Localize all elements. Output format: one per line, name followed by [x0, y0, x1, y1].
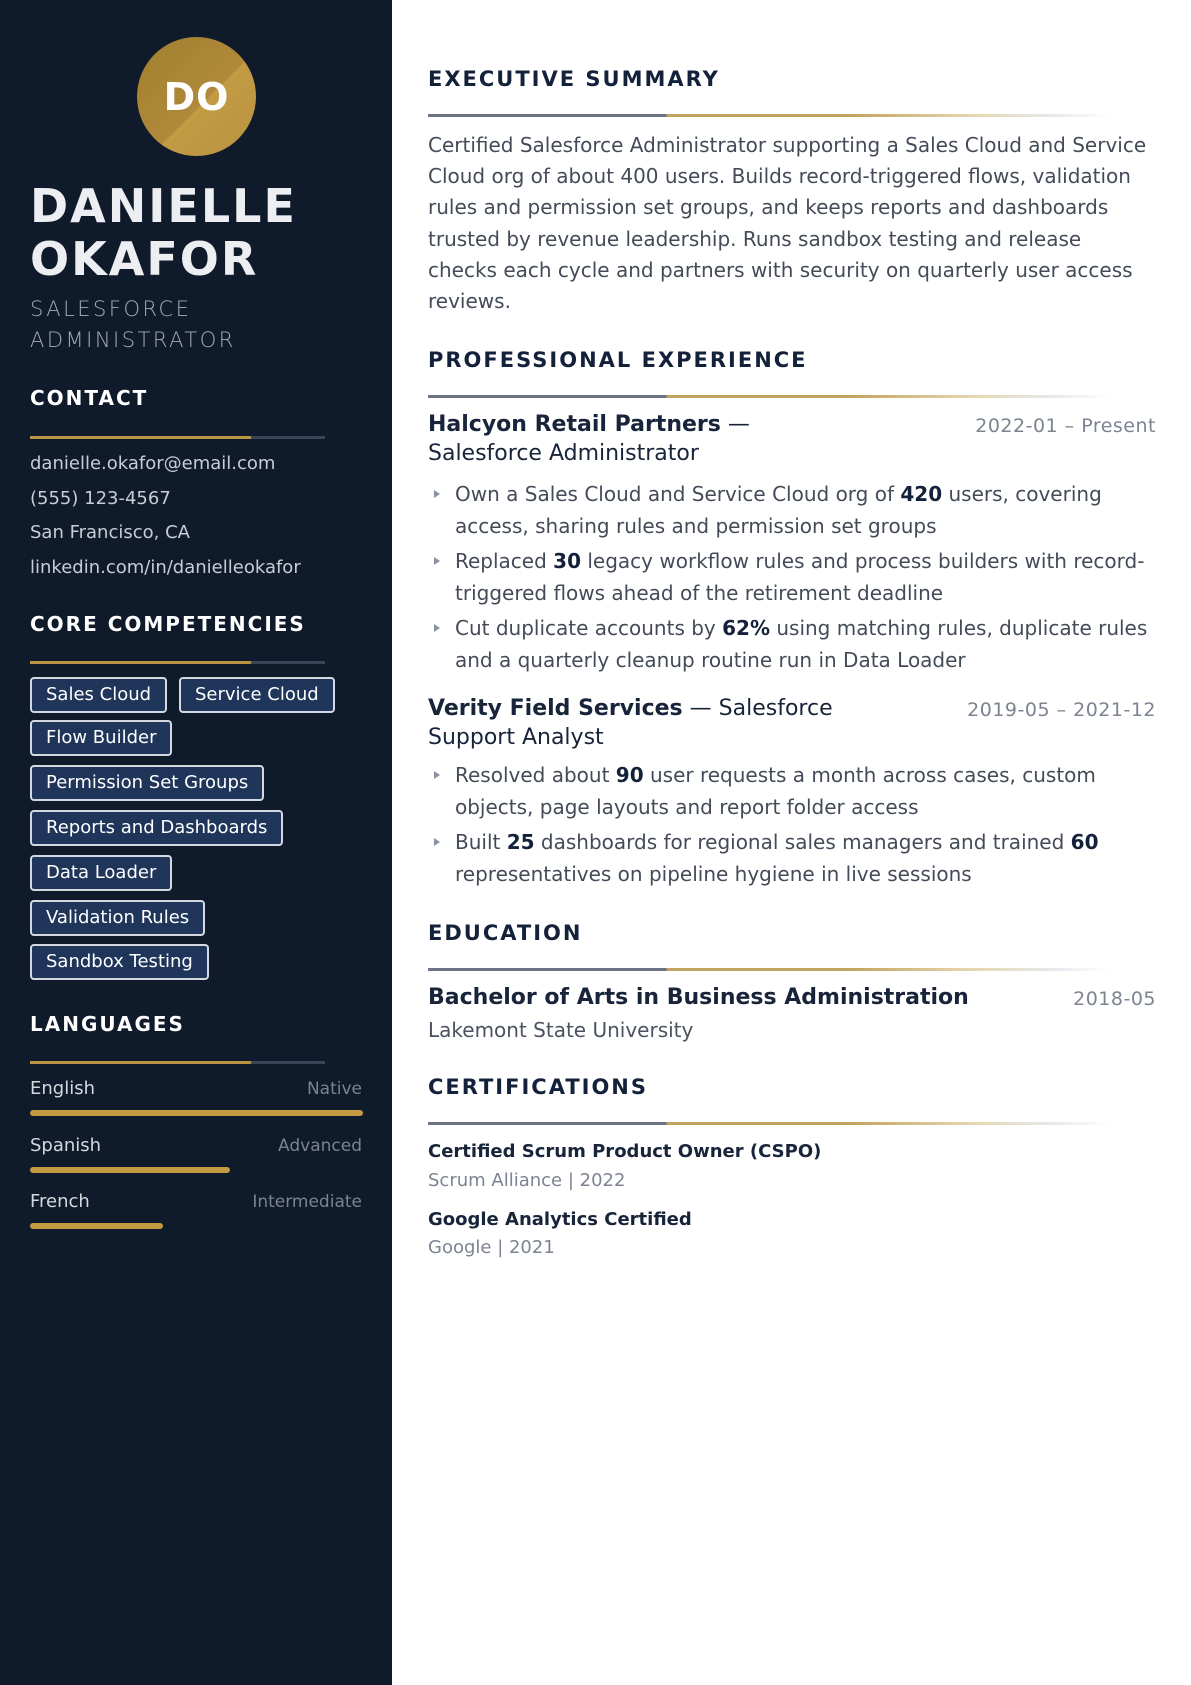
skill-chip: Sales Cloud — [30, 677, 167, 713]
experience-divider — [428, 395, 1110, 398]
bullet-item: Replaced 30 legacy workflow rules and process builders with record-triggered flows ahead of the retirement deadline — [428, 546, 1156, 609]
candidate-role — [30, 294, 350, 356]
bullet-item: Own a Sales Cloud and Service Cloud org of 420 users, covering access, sharing rules and permission set groups — [428, 479, 1156, 542]
contact-divider — [30, 436, 325, 439]
language-name: French — [30, 1191, 90, 1212]
bullet-item: Built 25 dashboards for regional sales managers and trained 60 representatives on pipeline hygiene in live sessions — [428, 827, 1156, 890]
education-school: Lakemont State University — [428, 1018, 694, 1042]
skill-chip: Flow Builder — [30, 720, 172, 756]
skill-chip: Data Loader — [30, 855, 172, 891]
bullet-item: Cut duplicate accounts by 62% using matching rules, duplicate rules and a quarterly cleanup routine run in Data Loader — [428, 613, 1156, 676]
skill-chip: Sandbox Testing — [30, 944, 209, 980]
job-company: Verity Field Services — [428, 696, 683, 721]
job-bullets — [428, 479, 1156, 680]
bullet-item: Resolved about 90 user requests a month across cases, custom objects, page layouts and report folder access — [428, 760, 1156, 823]
certifications-divider — [428, 1122, 1110, 1125]
contact-phone[interactable]: (555) 123-4567 — [30, 488, 171, 509]
job-title — [428, 410, 868, 468]
main-content — [428, 0, 1156, 1685]
job-company: Halcyon Retail Partners — [428, 412, 721, 437]
languages-heading: LANGUAGES — [30, 1012, 185, 1036]
certification-name: Certified Scrum Product Owner (CSPO) — [428, 1141, 822, 1162]
experience-heading: PROFESSIONAL EXPERIENCE — [428, 348, 808, 372]
education-divider — [428, 968, 1110, 971]
certification-meta: Scrum Alliance | 2022 — [428, 1170, 626, 1191]
language-level: Native — [306, 1079, 362, 1099]
language-bar — [30, 1223, 163, 1229]
certification-name: Google Analytics Certified — [428, 1209, 692, 1230]
job-separator: — — [720, 412, 750, 437]
summary-text: Certified Salesforce Administrator supporting a Sales Cloud and Service Cloud org of about 400 users. Builds record-triggered flows, validation rules and permission set groups, and keeps reports and dashboards trusted by revenue leadership. Runs sandbox testing and release checks each cycle and partners with security on quarterly user access reviews. — [428, 133, 1147, 314]
last-name: OKAFOR — [30, 232, 259, 286]
skill-chip: Permission Set Groups — [30, 765, 264, 801]
role-line-1: SALESFORCE — [30, 297, 192, 321]
sidebar — [0, 0, 392, 1685]
education-heading: EDUCATION — [428, 921, 583, 945]
competencies-heading: CORE COMPETENCIES — [30, 612, 306, 636]
competencies-divider — [30, 661, 325, 664]
contact-email[interactable]: danielle.okafor@email.com — [30, 453, 276, 474]
candidate-name — [30, 180, 370, 286]
job-dates: 2019-05 – 2021-12 — [967, 699, 1156, 721]
role-line-2: ADMINISTRATOR — [30, 328, 236, 352]
first-name: DANIELLE — [30, 179, 297, 233]
job-separator: — — [682, 696, 719, 721]
education-degree: Bachelor of Arts in Business Administration — [428, 985, 969, 1010]
language-name: Spanish — [30, 1135, 102, 1156]
certifications-heading: CERTIFICATIONS — [428, 1075, 649, 1099]
contact-location: San Francisco, CA — [30, 522, 190, 543]
language-level: Advanced — [278, 1136, 362, 1156]
skill-chip: Reports and Dashboards — [30, 810, 283, 846]
job-title — [428, 694, 868, 752]
contact-heading: CONTACT — [30, 386, 149, 410]
education-date: 2018-05 — [1073, 988, 1156, 1010]
contact-linkedin[interactable]: linkedin.com/in/danielleokafor — [30, 557, 301, 578]
job-dates: 2022-01 – Present — [975, 415, 1156, 437]
summary-heading: EXECUTIVE SUMMARY — [428, 67, 720, 91]
summary-divider — [428, 114, 1110, 117]
language-bar — [30, 1167, 230, 1173]
skill-chip: Service Cloud — [179, 677, 335, 713]
languages-divider — [30, 1061, 325, 1064]
language-level: Intermediate — [252, 1192, 362, 1212]
job-role: Salesforce Support Analyst — [428, 696, 833, 750]
language-name: English — [30, 1078, 95, 1099]
skill-chip: Validation Rules — [30, 900, 205, 936]
certification-meta: Google | 2021 — [428, 1237, 555, 1258]
language-bar — [30, 1110, 363, 1116]
avatar: DO — [137, 37, 256, 156]
job-role: Salesforce Administrator — [428, 441, 699, 466]
job-bullets — [428, 760, 1156, 894]
